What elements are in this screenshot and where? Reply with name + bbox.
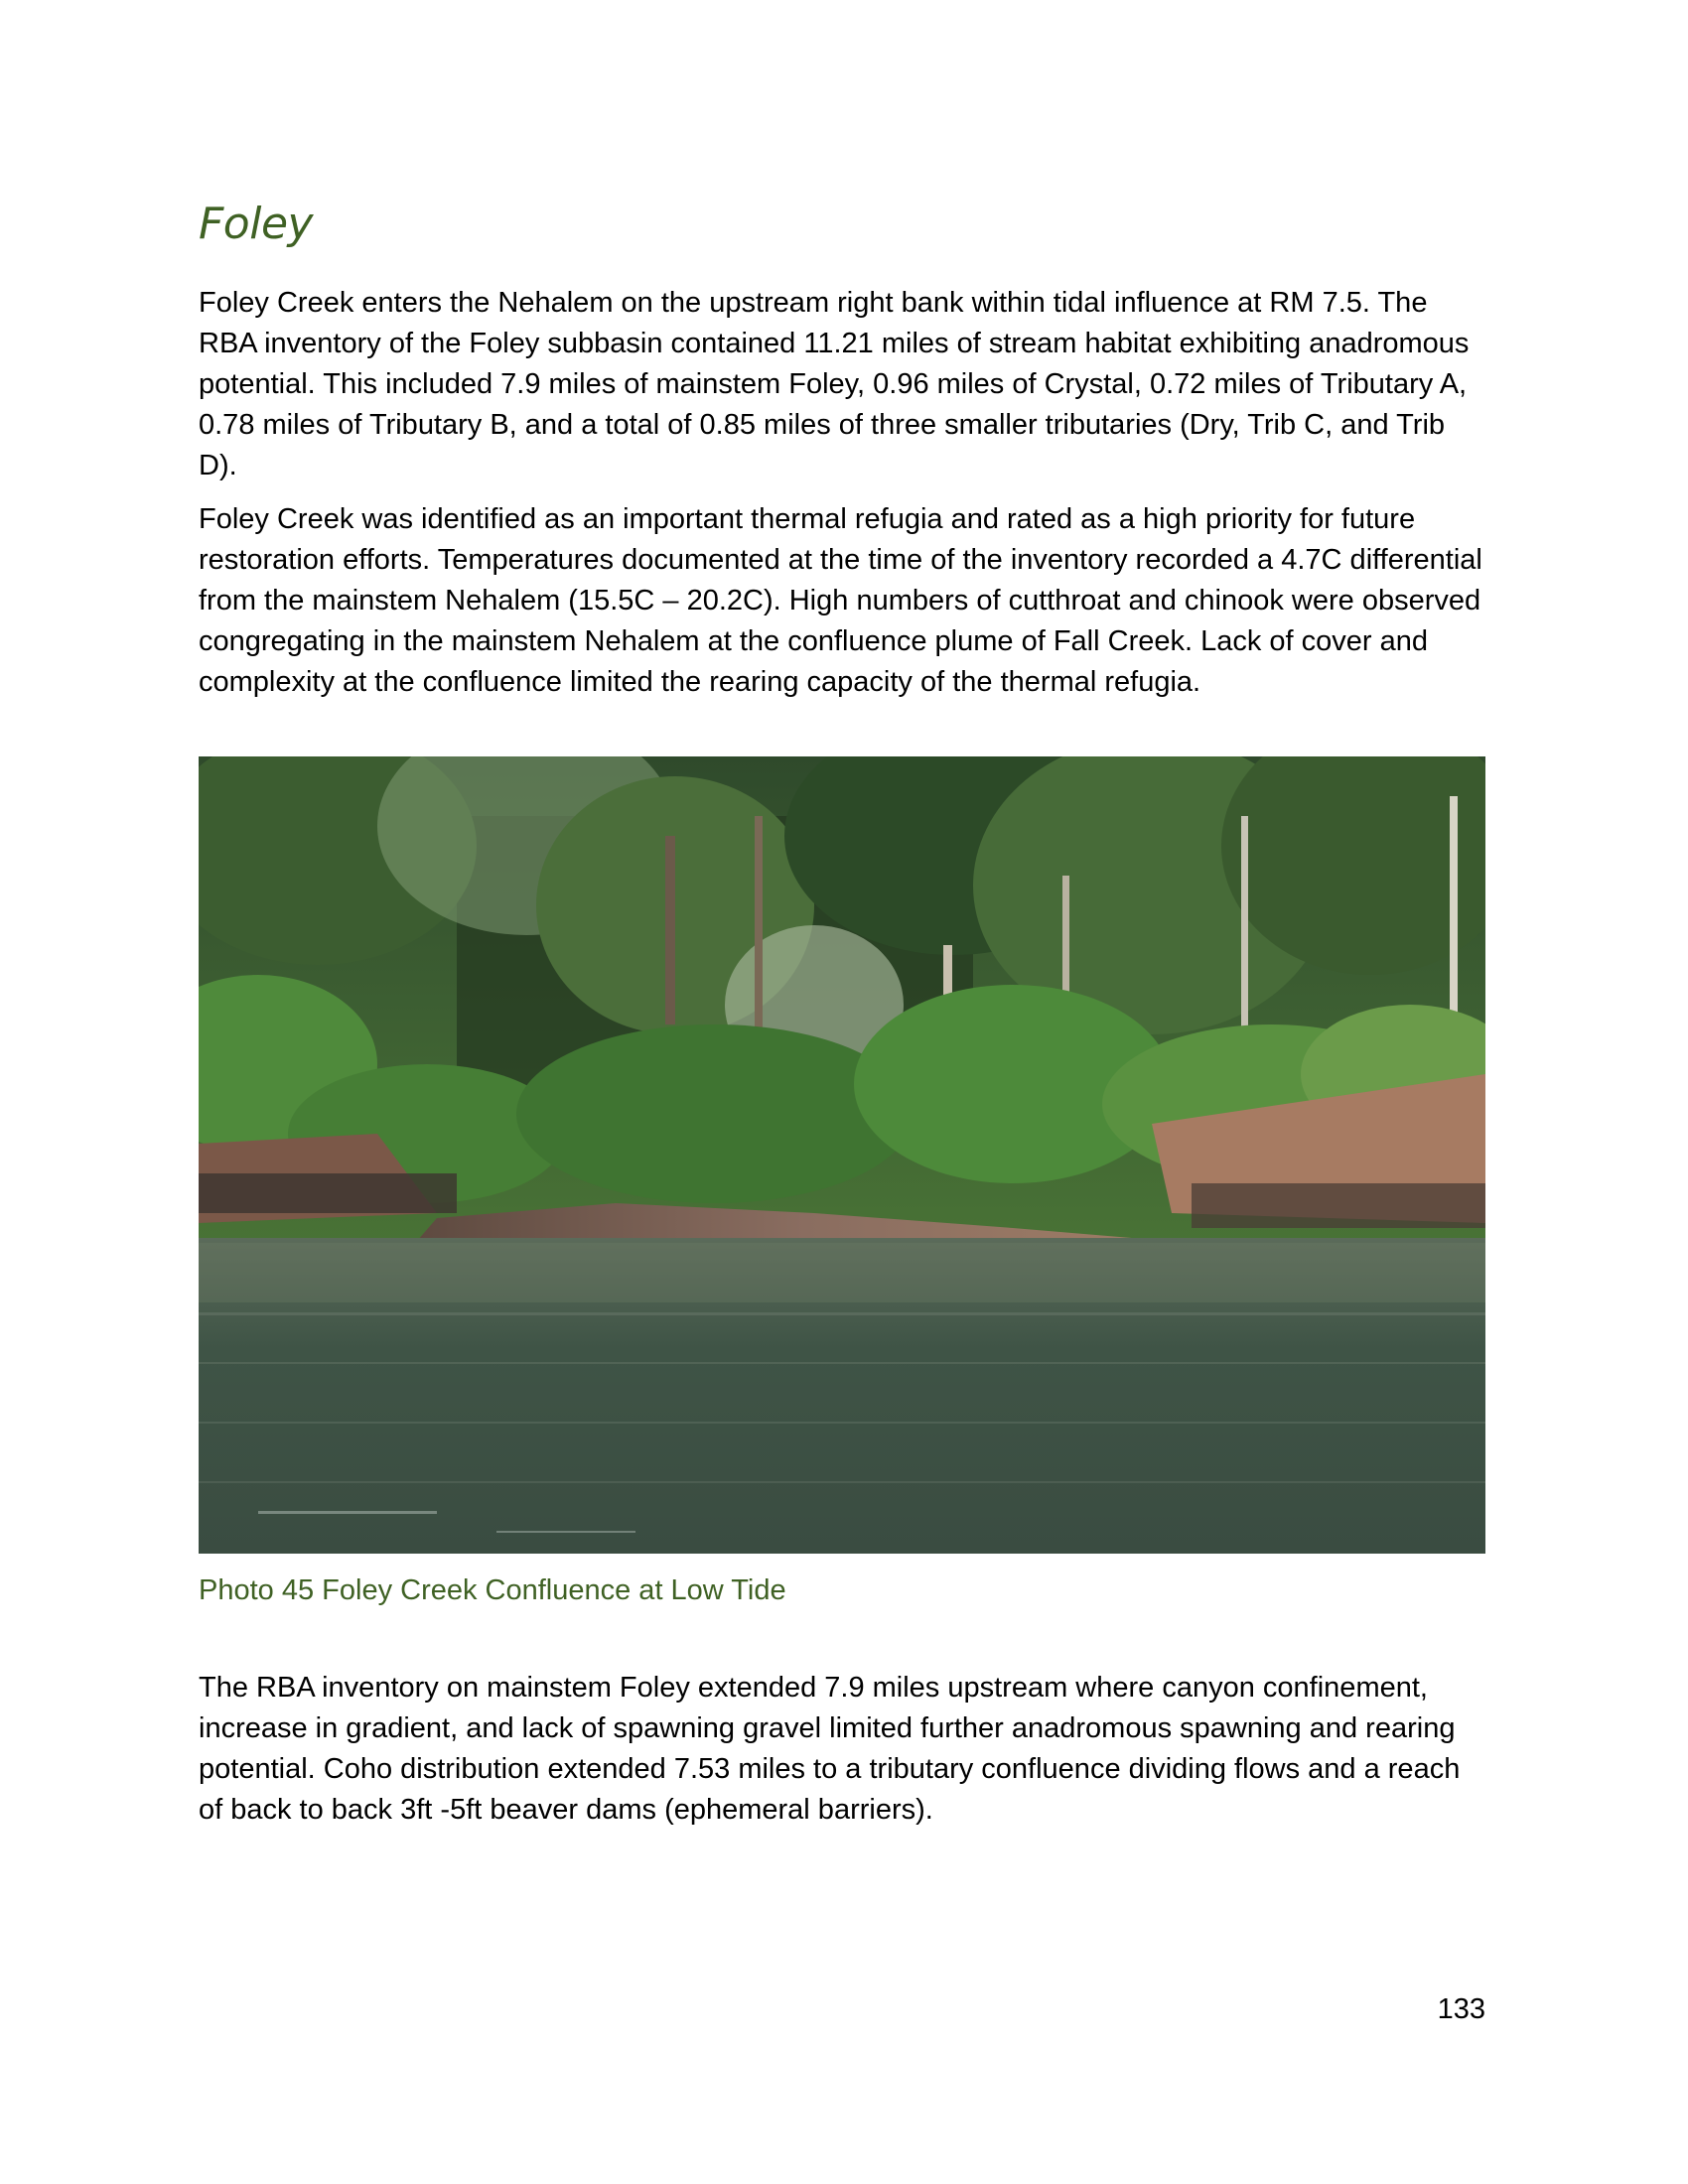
section-heading: Foley	[199, 199, 314, 249]
page-number: 133	[1437, 1993, 1485, 2025]
creek-confluence-photo	[199, 756, 1485, 1554]
paragraph-thermal-refugia: Foley Creek was identified as an important thermal refugia and rated as a high priority for future restoration efforts. Temperatures documented at the time of the inventory recorded a 4.7C differential from the mainstem Nehalem (15.5C – 20.2C). High numbers of cutthroat and chinook were observed congregating in the mainstem Nehalem at the confluence plume of Fall Creek. Lack of cover and complexity at the confluence limited the rearing capacity of the thermal refugia.	[199, 503, 1482, 698]
paragraph-intro: Foley Creek enters the Nehalem on the upstream right bank within tidal influence at RM 7.5. The RBA inventory of the Foley subbasin contained 11.21 miles of stream habitat exhibiting anadromous potential. This included 7.9 miles of mainstem Foley, 0.96 miles of Crystal, 0.72 miles of Tributary A, 0.78 miles of Tributary B, and a total of 0.85 miles of three smaller tributaries (Dry, Trib C, and Trib D).	[199, 287, 1470, 481]
photo-caption: Photo 45 Foley Creek Confluence at Low Tide	[199, 1574, 786, 1606]
paragraph-mainstem-foley: The RBA inventory on mainstem Foley extended 7.9 miles upstream where canyon confinement, increase in gradient, and lack of spawning gravel limited further anadromous spawning and rearing potential. Coho distribution extended 7.53 miles to a tributary confluence dividing flows and a reach of back to back 3ft -5ft beaver dams (ephemeral barriers).	[199, 1672, 1461, 1826]
